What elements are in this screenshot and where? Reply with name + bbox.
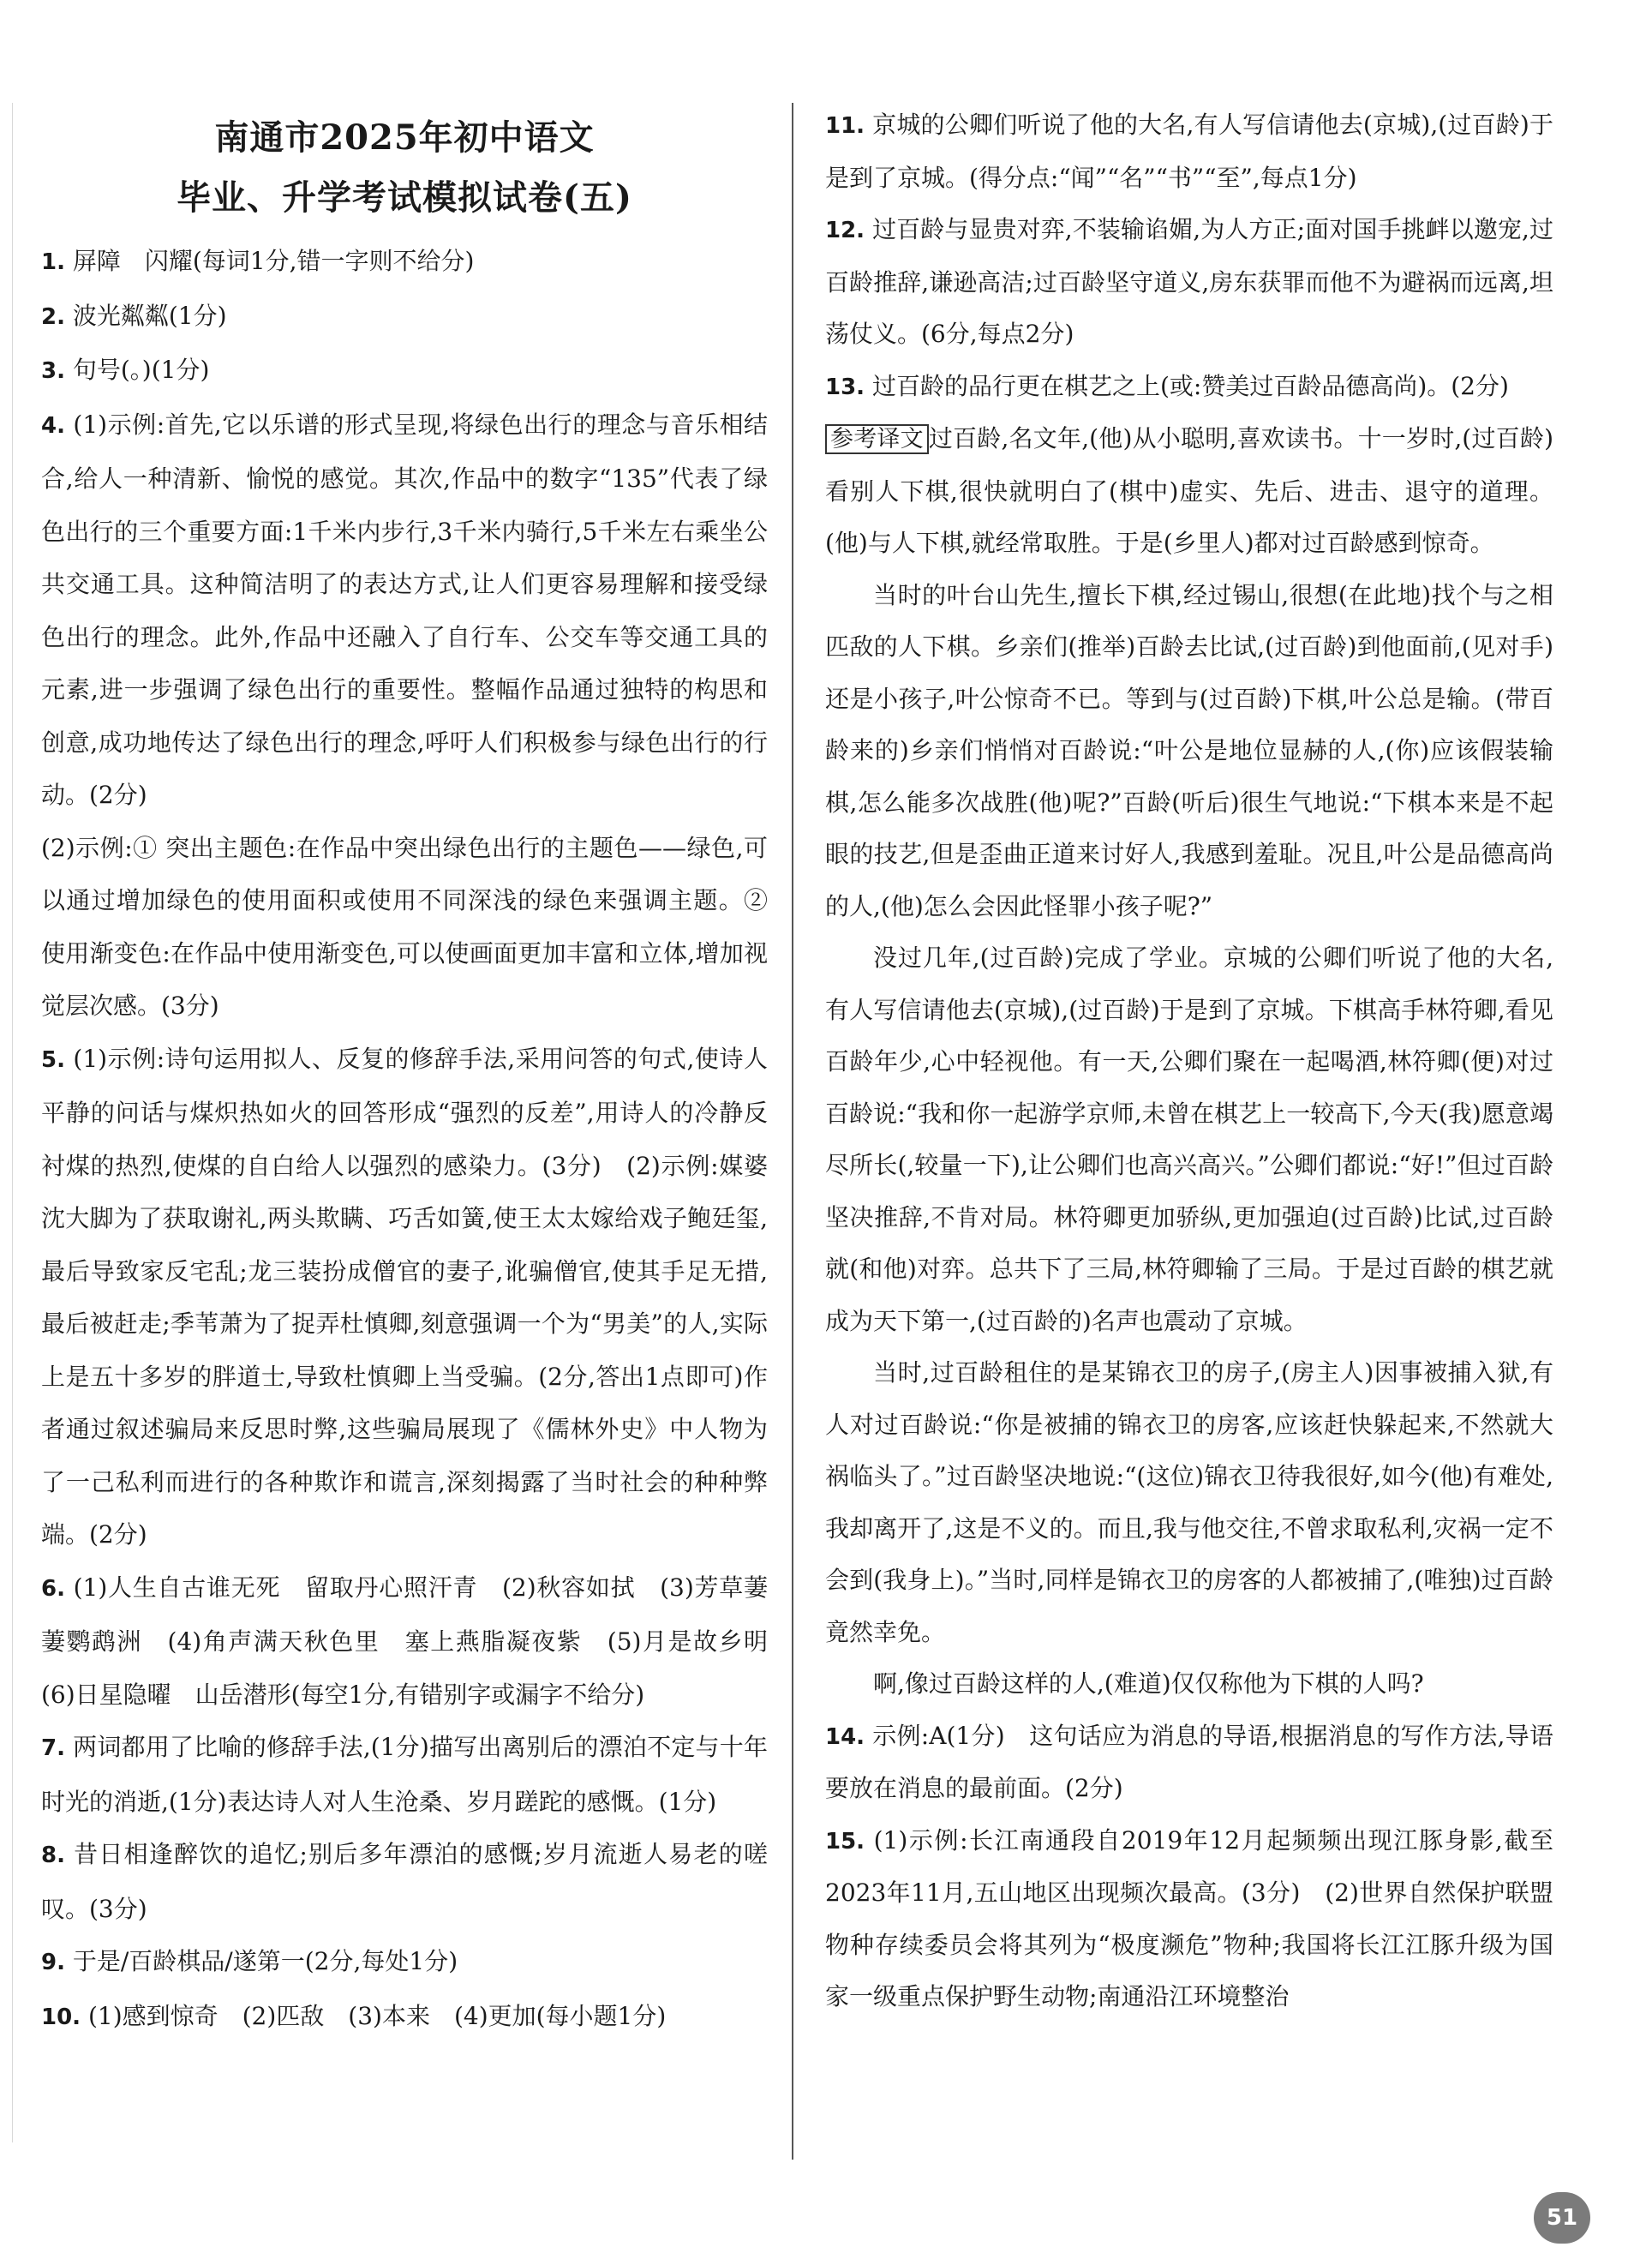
q13-number: 13. xyxy=(825,374,865,400)
answer-q13 xyxy=(825,361,1553,414)
answer-q4-part1 xyxy=(41,398,768,822)
q4-part1-text: (1)示例:首先,它以乐谱的形式呈现,将绿色出行的理念与音乐相结合,给人一种清新、愉悦的感觉。其次,作品中的数字“135”代表了绿色出行的三个重要方面:1千米内步行,3千米内骑行,5千米左右乘坐公共交通工具。这种简洁明了的表达方式,让人们更容易理解和接受绿色出行的理念。此外,作品中还融入了自行车、公交车等交通工具的元素,进一步强调了绿色出行的重要性。整幅作品通过独特的构思和创意,成功地传达了绿色出行的理念,呼吁人们积极参与绿色出行的行动。(2分) xyxy=(41,410,768,809)
answer-q11 xyxy=(825,99,1553,204)
q9-number: 9. xyxy=(41,1950,65,1975)
q7-number: 7. xyxy=(41,1735,65,1761)
answer-q9 xyxy=(41,1935,768,1990)
q13-text: 过百龄的品行更在棋艺之上(或:赞美过百龄品德高尚)。(2分) xyxy=(871,371,1509,400)
answer-q8 xyxy=(41,1828,768,1935)
page-title xyxy=(41,108,768,228)
q10-number: 10. xyxy=(41,2004,81,2030)
q12-text: 过百龄与显贵对弈,不装输谄媚,为人方正;面对国手挑衅以邀宠,过百龄推辞,谦逊高洁;过百龄坚守道义,房东获罪而他不为避祸而远离,坦荡仗义。(6分,每点2分) xyxy=(825,215,1553,348)
q6-number: 6. xyxy=(41,1575,65,1602)
answer-q6 xyxy=(41,1561,793,1722)
column-divider xyxy=(792,103,793,2160)
translation-para-1-text: 过百龄,名文年,(他)从小聪明,喜欢读书。十一岁时,(过百龄)看别人下棋,很快就明白了(棋中)虚实、先后、进击、退守的道理。(他)与人下棋,就经常取胜。于是(乡里人)都对过百龄感到惊奇。 xyxy=(825,424,1553,557)
answer-q4-part2: (2)示例:① 突出主题色:在作品中突出绿色出行的主题色——绿色,可以通过增加绿色的使用面积或使用不同深浅的绿色来强调主题。② 使用渐变色:在作品中使用渐变色,可以使画面更加丰富和立体,增加视觉层次感。(3分) xyxy=(41,833,768,1020)
answer-q5 xyxy=(41,1033,768,1561)
answer-q14 xyxy=(825,1711,1553,1815)
title-line-2: 毕业、升学考试模拟试卷(五) xyxy=(177,177,632,218)
title-line-1: 南通市2025年初中语文 xyxy=(214,117,595,158)
q10-text: (1)感到惊奇 (2)匹敌 (3)本来 (4)更加(每小题1分) xyxy=(87,2001,667,2030)
translation-para-4: 当时,过百龄租住的是某锦衣卫的房子,(房主人)因事被捕入狱,有人对过百龄说:“你是被捕的锦衣卫的房客,应该赶快躲起来,不然就大祸临头了。”过百龄坚决地说:“(这位)锦衣卫待我很好,如今(他)有难处,我却离开了,这是不义的。而且,我与他交往,不曾求取私利,灾祸一定不会到(我身上)。”当时,同样是锦衣卫的房客的人都被捕了,(唯独)过百龄竟然幸免。 xyxy=(825,1358,1553,1646)
q2-number: 2. xyxy=(41,303,65,330)
q1-number: 1. xyxy=(41,249,65,275)
q12-number: 12. xyxy=(825,218,865,243)
answer-q7 xyxy=(41,1721,768,1828)
answer-q1 xyxy=(41,235,768,290)
answer-q2 xyxy=(41,290,768,345)
q2-text: 波光粼粼(1分) xyxy=(72,301,227,330)
q3-number: 3. xyxy=(41,358,65,384)
q8-number: 8. xyxy=(41,1843,65,1868)
answer-q12 xyxy=(825,204,1553,361)
right-column xyxy=(825,99,1553,2023)
answer-q10 xyxy=(41,1990,768,2045)
answer-q15 xyxy=(825,1815,1553,2023)
reference-translation-tag: 参考译文 xyxy=(825,424,929,454)
q14-text: 示例:A(1分) 这句话应为消息的导语,根据消息的写作方法,导语要放在消息的最前面。(2分) xyxy=(825,1721,1554,1802)
q6-text: (1)人生自古谁无死 留取丹心照汗青 (2)秋容如拭 (3)芳草萋萋鹦鹉洲 (4)角声满天秋色里 塞上燕脂凝夜紫 (5)月是故乡明 (6)日星隐曜 山岳潜形(每空1分,有错别字或漏字不给分) xyxy=(41,1573,793,1709)
q11-number: 11. xyxy=(825,113,865,139)
translation-para-2: 当时的叶台山先生,擅长下棋,经过锡山,很想(在此地)找个与之相匹敌的人下棋。乡亲们(推举)百龄去比试,(过百龄)到他面前,(见对手)还是小孩子,叶公惊奇不已。等到与(过百龄)下棋,叶公总是输。(带百龄来的)乡亲们悄悄对百龄说:“叶公是地位显赫的人,(你)应该假装输棋,怎么能多次战胜(他)呢?”百龄(听后)很生气地说:“下棋本来是不起眼的技艺,但是歪曲正道来讨好人,我感到羞耻。况且,叶公是品德高尚的人,(他)怎么会因此怪罪小孩子呢?” xyxy=(825,580,1553,920)
translation-para-3: 没过几年,(过百龄)完成了学业。京城的公卿们听说了他的大名,有人写信请他去(京城),(过百龄)于是到了京城。下棋高手林符卿,看见百龄年少,心中轻视他。有一天,公卿们聚在一起喝酒,林符卿(便)对过百龄说:“我和你一起游学京师,未曾在棋艺上一较高下,今天(我)愿意竭尽所长(,较量一下),让公卿们也高兴高兴。”公卿们都说:“好!”但过百龄坚决推辞,不肯对局。林符卿更加骄纵,更加强迫(过百龄)比试,过百龄就(和他)对弈。总共下了三局,林符卿输了三局。于是过百龄的棋艺就成为天下第一,(过百龄的)名声也震动了京城。 xyxy=(825,944,1553,1335)
q14-number: 14. xyxy=(825,1723,865,1750)
q3-text: 句号(。)(1分) xyxy=(72,356,210,384)
page-edge-line xyxy=(12,103,13,2142)
answer-q3 xyxy=(41,344,768,398)
q1-text: 屏障 闪耀(每词1分,错一字则不给分) xyxy=(72,247,475,275)
q5-number: 5. xyxy=(41,1046,65,1073)
q4-number: 4. xyxy=(41,412,65,439)
q5-text: (1)示例:诗句运用拟人、反复的修辞手法,采用问答的句式,使诗人平静的问话与煤炽热如火的回答形成“强烈的反差”,用诗人的冷静反衬煤的热烈,使煤的自白给人以强烈的感染力。(3分) (2)示例:媒婆沈大脚为了获取谢礼,两头欺瞒、巧舌如簧,使王太太嫁给戏子鲍廷玺,最后导致家反宅乱;龙三装扮成僧官的妻子,讹骗僧官,使其手足无措,最后被赶走;季苇萧为了捉弄杜慎卿,刻意强调一个为“男美”的人,实际上是五十多岁的胖道士,导致杜慎卿上当受骗。(2分,答出1点即可)作者通过叙述骗局来反思时弊,这些骗局展现了《儒林外史》中人物为了一己私利而进行的各种欺诈和谎言,深刻揭露了当时社会的种种弊端。(2分) xyxy=(41,1044,768,1549)
translation-para-1 xyxy=(825,413,1553,570)
left-column xyxy=(41,93,793,2044)
q15-text: (1)示例:长江南通段自2019年12月起频频出现江豚身影,截至2023年11月,五山地区出现频次最高。(3分) (2)世界自然保护联盟物种存续委员会将其列为“极度濒危”物种;我国将长江江豚升级为国家一级重点保护野生动物;南通沿江环境整治 xyxy=(825,1825,1553,2010)
q7-text: 两词都用了比喻的修辞手法,(1分)描写出离别后的漂泊不定与十年时光的消逝,(1分)表达诗人对人生沧桑、岁月蹉跎的感慨。(1分) xyxy=(41,1733,768,1816)
translation-para-5: 啊,像过百龄这样的人,(难道)仅仅称他为下棋的人吗? xyxy=(873,1669,1424,1698)
page-number-badge: 51 xyxy=(1534,2192,1590,2244)
q8-text: 昔日相逢醉饮的追忆;别后多年漂泊的感慨;岁月流逝人易老的嗟叹。(3分) xyxy=(41,1840,768,1923)
q11-text: 京城的公卿们听说了他的大名,有人写信请他去(京城),(过百龄)于是到了京城。(得分点:“闻”“名”“书”“至”,每点1分) xyxy=(825,111,1554,192)
q9-text: 于是/百龄棋品/遂第一(2分,每处1分) xyxy=(72,1947,458,1975)
q15-number: 15. xyxy=(825,1828,865,1855)
